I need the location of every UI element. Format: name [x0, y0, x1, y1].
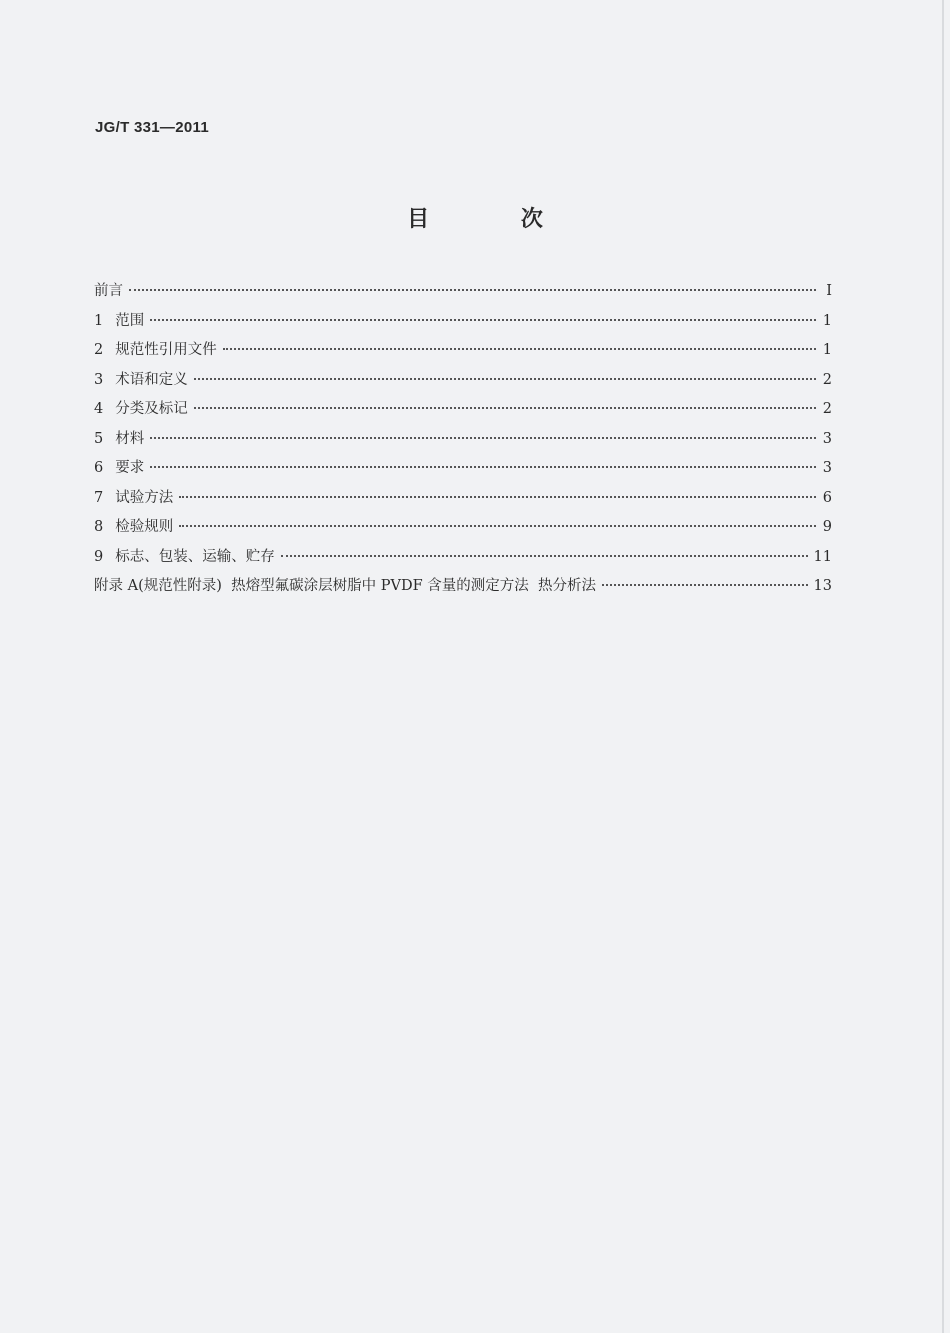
- toc-entry-number: 9: [94, 548, 104, 565]
- toc-leader-dots: [194, 407, 816, 409]
- document-id: JG/T 331—2011: [95, 119, 209, 136]
- toc-entry-page: 13: [813, 578, 832, 594]
- toc-entry-page: 11: [813, 548, 832, 565]
- toc-entry-label: 前言: [94, 283, 123, 299]
- toc-entry-normative-references[interactable]: [94, 339, 832, 369]
- toc-entry-foreword[interactable]: [94, 280, 832, 310]
- toc-entry-label: 要求: [115, 460, 145, 476]
- toc-leader-dots: [602, 584, 808, 586]
- toc-entry-number: 1: [94, 312, 104, 329]
- toc-entry-label: 范围: [115, 312, 145, 329]
- toc-leader-dots: [194, 378, 816, 380]
- toc-entry-annex-a[interactable]: [94, 575, 832, 605]
- toc-entry-requirements[interactable]: [94, 457, 832, 487]
- toc-entry-page: 1: [822, 342, 832, 358]
- toc-leader-dots: [223, 348, 816, 350]
- toc-entry-materials[interactable]: [94, 428, 832, 458]
- toc-entry-page: 2: [822, 371, 832, 388]
- toc-leader-dots: [150, 437, 816, 439]
- toc-entry-scope[interactable]: [94, 310, 832, 340]
- page-edge: [942, 0, 944, 1333]
- toc-entry-terms-definitions[interactable]: [94, 369, 832, 399]
- toc-entry-label: 试验方法: [115, 489, 174, 506]
- toc-entry-label: 规范性引用文件: [115, 342, 217, 358]
- toc-entry-label: 附录 A(规范性附录) 热熔型氟碳涂层树脂中 PVDF 含量的测定方法 热分析法: [94, 578, 596, 594]
- toc-entry-number: 5: [94, 430, 104, 447]
- table-of-contents: [94, 280, 832, 605]
- toc-title: 目 次: [407, 207, 585, 232]
- toc-entry-page: 9: [822, 519, 832, 535]
- toc-leader-dots: [179, 525, 816, 527]
- toc-entry-number: 7: [94, 489, 104, 506]
- toc-entry-inspection-rules[interactable]: [94, 516, 832, 546]
- toc-entry-label: 标志、包装、运输、贮存: [115, 548, 275, 565]
- toc-leader-dots: [281, 555, 808, 557]
- toc-entry-number: 6: [94, 460, 104, 476]
- toc-entry-label: 术语和定义: [115, 371, 188, 388]
- toc-entry-classification-marking[interactable]: [94, 398, 832, 428]
- toc-leader-dots: [129, 289, 816, 291]
- toc-entry-page: 6: [822, 489, 832, 506]
- toc-leader-dots: [150, 319, 816, 321]
- toc-entry-page: 2: [822, 401, 832, 417]
- toc-entry-label: 检验规则: [115, 519, 174, 535]
- toc-entry-label: 材料: [115, 430, 145, 447]
- toc-entry-page: 3: [822, 430, 832, 447]
- toc-leader-dots: [150, 466, 816, 468]
- toc-leader-dots: [179, 496, 816, 498]
- toc-entry-label: 分类及标记: [115, 401, 188, 417]
- toc-entry-number: 8: [94, 519, 104, 535]
- toc-entry-number: 2: [94, 342, 104, 358]
- toc-entry-page: 3: [822, 460, 832, 476]
- toc-entry-number: 3: [94, 371, 104, 388]
- toc-entry-test-methods[interactable]: [94, 487, 832, 517]
- toc-entry-page: I: [826, 283, 832, 299]
- toc-entry-page: 1: [822, 312, 832, 329]
- toc-entry-number: 4: [94, 401, 104, 417]
- toc-entry-marking-packaging[interactable]: [94, 546, 832, 576]
